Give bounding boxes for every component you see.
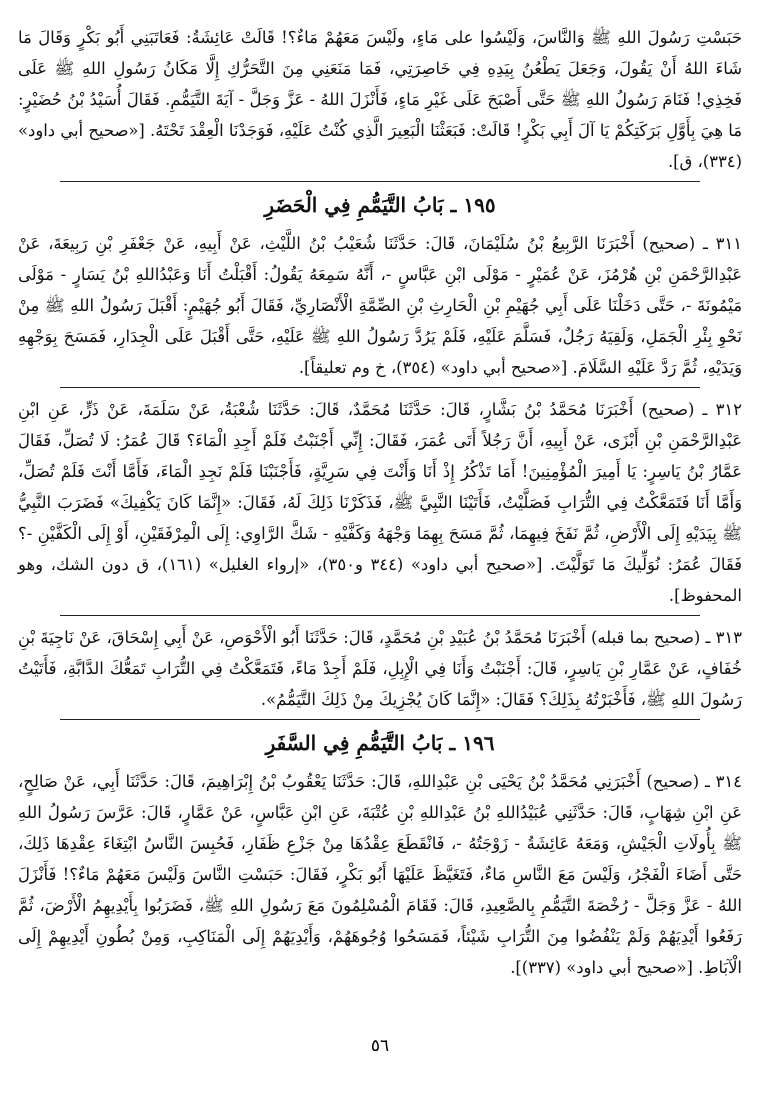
chapter-196-heading: ١٩٦ ـ بَابُ التَّيَمُّمِ فِي السَّفَرِ xyxy=(265,731,495,755)
section-divider xyxy=(60,387,700,388)
intro-paragraph: حَبَسْتِ رَسُولَ اللهِ ﷺ وَالنَّاسَ، وَلَيْسُوا على مَاءٍ، ولَيْسَ مَعَهُمْ مَاءٌ؟! قَالَتْ عَائِشَةُ: فَعَاتَبَنِي أَبُو بَكْرٍ وَقَالَ مَا شَاءَ اللهُ أَنْ يَقُولَ، وَجَعَلَ يَطْعُنُ بِيَدِهِ فِي خَاصِرَتِي، فَمَا مَنَعَنِي مِنَ التَّحَرُّكِ إِلَّا مَكَانُ رَسُولِ اللهِ ﷺ عَلَى فَخِذِي! فَنَامَ رَسُولُ اللهِ ﷺ حَتَّى أَصْبَحَ عَلَى غَيْرِ مَاءٍ، فَأَنْزَلَ اللهُ - عَزَّ وَجَلَّ - آيَةَ التَّيَمُّمِ. فَقَالَ أُسَيْدُ بْنُ حُضَيْرٍ: مَا هِيَ بِأَوَّلِ بَرَكَتِكُمْ يَا آلَ أَبِي بَكْرٍ! قَالَتْ: فَبَعَثْنَا الْبَعِيرَ الَّذِي كُنْتُ عَلَيْهِ، فَوَجَدْنَا الْعِقْدَ تَحْتَهُ. [«صحيح أبي داود» (٣٣٤)، ق]. xyxy=(18,28,742,171)
section-divider xyxy=(60,181,700,182)
section-divider xyxy=(60,719,700,720)
hadith-313: ٣١٣ ـ (صحيح بما قبله) أَخْبَرَنَا مُحَمَّدُ بْنُ عُبَيْدِ بْنِ مُحَمَّدٍ، قَالَ: حَدَّثَنَا أَبُو الْأَحْوَصِ، عَنْ أَبِي إِسْحَاقَ، عَنْ نَاجِيَةَ بْنِ خُفَافٍ، عَنْ عَمَّارِ بْنِ يَاسِرٍ، قَالَ: أَجْنَبْتُ وَأَنَا فِي الْإِبِلِ، فَلَمْ أَجِدْ مَاءً، فَتَمَعَّكْتُ فِي التُّرَابِ تَمَعُّكَ الدَّابَّةِ، فَأَتَيْتُ رَسُولَ اللهِ ﷺ، فَأَخْبَرْتُهُ بِذَلِكَ؟ فَقَالَ: «إِنَّمَا كَانَ يُجْزِيكَ مِنْ ذَلِكَ التَّيَمُّمُ». xyxy=(18,628,742,709)
page-number: ٥٦ xyxy=(370,1036,390,1056)
hadith-311: ٣١١ ـ (صحيح) أَخْبَرَنَا الرَّبِيعُ بْنُ سُلَيْمَانَ، قَالَ: حَدَّثَنَا شُعَيْبُ بْنُ اللَّيْثِ، عَنْ أَبِيهِ، عَنْ جَعْفَرِ بْنِ رَبِيعَةَ، عَنْ عَبْدِالرَّحْمَنِ بْنِ هُرْمُزَ، عَنْ عُمَيْرٍ - مَوْلَى ابْنِ عَبَّاسٍ -، أَنَّهُ سَمِعَهُ يَقُولُ: أَقْبَلْتُ أَنَا وَعَبْدُاللهِ بْنُ يَسَارٍ - مَوْلَى مَيْمُونَةَ -، حَتَّى دَخَلْنَا عَلَى أَبِي جُهَيْمِ بْنِ الْحَارِثِ بْنِ الصِّمَّةِ الْأَنْصَارِيِّ، فَقَالَ أَبُو جُهَيْمٍ: أَقْبَلَ رَسُولُ اللهِ ﷺ مِنْ نَحْوِ بِئْرِ الْجَمَلِ، وَلَقِيَهُ رَجُلٌ، فَسَلَّمَ عَلَيْهِ، فَلَمْ يَرُدَّ رَسُولُ اللهِ ﷺ عَلَيْهِ، حَتَّى أَقْبَلَ عَلَى الْجِدَارِ، فَمَسَحَ بِوَجْهِهِ وَيَدَيْهِ، ثُمَّ رَدَّ عَلَيْهِ السَّلَامَ. [«صحيح أبي داود» (٣٥٤)، خ وم تعليقاً]. xyxy=(18,234,742,377)
book-page xyxy=(18,22,742,1082)
hadith-314: ٣١٤ ـ (صحيح) أَخْبَرَنِي مُحَمَّدُ بْنُ يَحْيَى بْنِ عَبْدِاللهِ، قَالَ: حَدَّثَنَا يَعْقُوبُ بْنُ إِبْرَاهِيمَ، قَالَ: حَدَّثَنَا أَبِي، عَنْ صَالِحٍ، عَنِ ابْنِ شِهَابٍ، قَالَ: حَدَّثَنِي عُبَيْدُاللهِ بْنُ عَبْدِاللهِ بْنِ عُتْبَةَ، عَنِ ابْنِ عَبَّاسٍ، عَنْ عَمَّارٍ، قَالَ: عَرَّسَ رَسُولُ اللهِ ﷺ بِأُولَاتِ الْجَيْشِ، وَمَعَهُ عَائِشَةُ - زَوْجَتُهُ -، فَانْقَطَعَ عِقْدُهَا مِنْ جَزْعِ ظَفَارِ، فَحُبِسَ النَّاسُ ابْتِغَاءَ عِقْدِهَا ذَلِكَ، حَتَّى أَضَاءَ الْفَجْرُ، وَلَيْسَ مَعَ النَّاسِ مَاءٌ، فَتَغَيَّظَ عَلَيْهَا أَبُو بَكْرٍ، فَقَالَ: حَبَسْتِ النَّاسَ وَلَيْسَ مَعَهُمْ مَاءٌ؟! فَأَنْزَلَ اللهُ - عَزَّ وَجَلَّ - رُخْصَةَ التَّيَمُّمِ بِالصَّعِيدِ، قَالَ: فَقَامَ الْمُسْلِمُونَ مَعَ رَسُولِ اللهِ ﷺ، فَضَرَبُوا بِأَيْدِيهِمُ الْأَرْضَ، ثُمَّ رَفَعُوا أَيْدِيَهُمْ وَلَمْ يَنْفُضُوا مِنَ التُّرَابِ شَيْئاً، فَمَسَحُوا وُجُوهَهُمْ، وَأَيْدِيَهُمْ إِلَى الْمَنَاكِبِ، وَمِنْ بُطُونِ أَيْدِيهِمْ إِلَى الْآبَاطِ. [«صحيح أبي داود» (٣٣٧)]. xyxy=(18,772,742,977)
section-divider xyxy=(60,615,700,616)
hadith-312: ٣١٢ ـ (صحيح) أَخْبَرَنَا مُحَمَّدُ بْنُ بَشَّارٍ، قَالَ: حَدَّثَنَا مُحَمَّدٌ، قَالَ: حَدَّثَنَا شُعْبَةُ، عَنْ سَلَمَةَ، عَنْ ذَرٍّ، عَنِ ابْنِ عَبْدِالرَّحْمَنِ بْنِ أَبْزَى، عَنْ أَبِيهِ، أَنَّ رَجُلاً أَتَى عُمَرَ، فَقَالَ: إِنِّي أَجْنَبْتُ فَلَمْ أَجِدِ الْمَاءَ؟ قَالَ عُمَرُ: لَا تُصَلِّ، فَقَالَ عَمَّارُ بْنُ يَاسِرٍ: يَا أَمِيرَ الْمُؤْمِنِينَ! أَمَا تَذْكُرُ إِذْ أَنَا وَأَنْتَ فِي سَرِيَّةٍ، فَأَجْنَبْنَا فَلَمْ نَجِدِ الْمَاءَ، فَأَمَّا أَنْتَ فَلَمْ تُصَلِّ، وَأَمَّا أَنَا فَتَمَعَّكْتُ فِي التُّرَابِ فَصَلَّيْتُ، فَأَتَيْنَا النَّبِيَّ ﷺ، فَذَكَرْنَا ذَلِكَ لَهُ، فَقَالَ: «إِنَّمَا كَانَ يَكْفِيكَ» فَضَرَبَ النَّبِيُّ ﷺ بِيَدَيْهِ إِلَى الْأَرْضِ، ثُمَّ نَفَخَ فِيهِمَا، ثُمَّ مَسَحَ بِهِمَا وَجْهَهُ وَكَفَّيْهِ - شَكَّ الرَّاوِي: إِلَى الْمِرْفَقَيْنِ، أَوْ إِلَى الْكَفَّيْنِ -؟ فَقَالَ عُمَرُ: نُوَلِّيكَ مَا تَوَلَّيْتَ. [«صحيح أبي داود» (٣٤٤ و٣٥٠)، «إرواء الغليل» (١٦١)، ق دون الشك، وهو المحفوظ]. xyxy=(18,400,742,605)
chapter-195-heading: ١٩٥ ـ بَابُ التَّيَمُّمِ فِي الْحَضَرِ xyxy=(264,193,496,217)
